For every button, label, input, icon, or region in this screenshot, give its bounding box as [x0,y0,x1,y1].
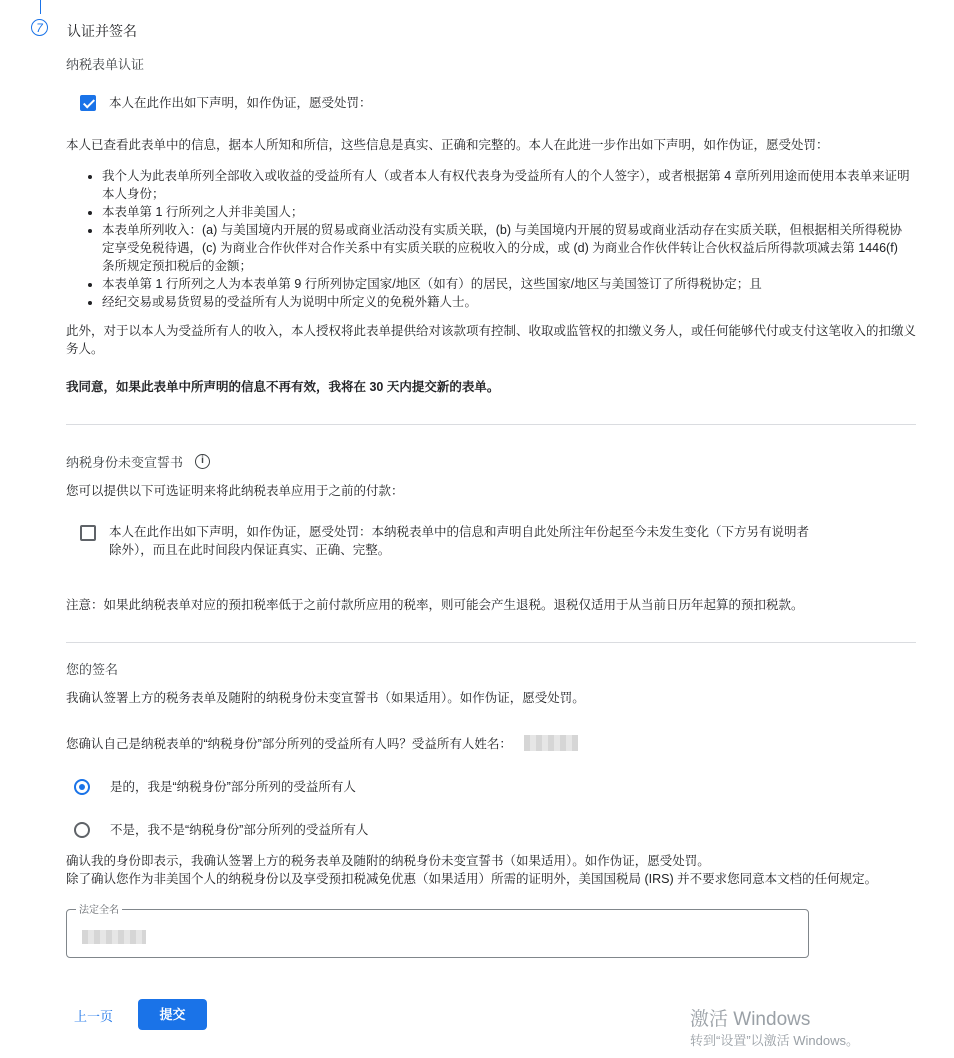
authorization-text: 此外，对于以本人为受益所有人的收入，本人授权将此表单提供给对该款项有控制、收取或监管权的扣缴义务人，或任何能够代付或支付这笔收入的扣缴义务人。 [66,324,917,356]
bullet-item: • 本表单第 1 行所列之人为本表单第 9 行所列协定国家/地区（如有）的居民，这些国家/地区与美国签订了所得税协定；且 [102,275,912,293]
identity-confirm-text: 确认我的身份即表示，我确认签署上方的税务表单及随附的纳税身份未变宣誓书（如果适用）。如作伪证，愿受处罚。 [66,854,710,868]
irs-disclaimer-text: 除了确认您作为非美国个人的纳税身份以及享受预扣税减免优惠（如果适用）所需的证明外，美国国税局 (IRS) 并不要求您同意本文档的任何规定。 [66,872,878,886]
signature-title: 您的签名 [66,662,119,677]
section-divider [66,642,916,643]
submit-button[interactable]: 提交 [138,999,207,1030]
activate-windows-hint: 转到“设置”以激活 Windows。 [690,1033,860,1048]
activate-windows-watermark: 激活 Windows [690,1009,811,1030]
redacted-legal-name [82,930,146,944]
refund-note: 注意：如果此纳税表单对应的预扣税率低于之前付款所应用的税率，则可能会产生退税。退税仅适用于从当前日历年起算的预扣税款。 [66,598,804,612]
certification-checkbox[interactable] [80,95,96,111]
previous-page-button[interactable]: 上一页 [74,1009,114,1024]
certification-bullet-list [82,167,912,311]
bullet-item: • 我个人为此表单所列全部收入或收益的受益所有人（或者本人有权代表身为受益所有人的个人签字），或者根据第 4 章所列用途而使用本表单来证明本人身份； [102,167,912,203]
certification-checkbox-label: 本人在此作出如下声明，如作伪证，愿受处罚： [109,96,372,110]
certification-title: 纳税表单认证 [66,57,145,72]
agreement-text: 我同意，如果此表单中所声明的信息不再有效，我将在 30 天内提交新的表单。 [66,380,500,394]
legal-name-label: 法定全名 [76,901,122,916]
redacted-owner-name [524,735,578,751]
signature-confirm-text: 我确认签署上方的税务表单及随附的纳税身份未变宣誓书（如果适用）。如作伪证，愿受处罚。 [66,691,585,705]
beneficial-owner-question: 您确认自己是纳税表单的“纳税身份”部分所列的受益所有人吗？受益所有人姓名： [66,737,512,751]
no-change-subtitle: 您可以提供以下可选证明来将此纳税表单应用于之前的付款： [66,484,404,498]
step-title: 认证并签名 [67,23,137,39]
radio-yes[interactable] [74,779,90,795]
radio-no-label[interactable]: 不是，我不是“纳税身份”部分所列的受益所有人 [110,823,369,837]
radio-no[interactable] [74,822,90,838]
step-connector-line [40,0,41,14]
no-change-checkbox-label: 本人在此作出如下声明，如作伪证，愿受处罚：本纳税表单中的信息和声明自此处所注年份起至今未发生变化（下方另有说明者除外），而且在此时间段内保证真实、正确、完整。 [109,525,810,557]
info-icon[interactable]: i [195,454,210,469]
bullet-item: • 经纪交易或易货贸易的受益所有人为说明中所定义的免税外籍人士。 [102,293,912,311]
legal-name-input[interactable] [66,909,809,958]
bullet-item: • 本表单第 1 行所列之人并非美国人； [102,203,912,221]
section-divider [66,424,916,425]
bullet-item: • 本表单所列收入：(a) 与美国境内开展的贸易或商业活动没有实质关联，(b) 与美国境内开展的贸易或商业活动存在实质关联，但根据相关所得税协定享受免税待遇，(c) 为商业合作伙伴对合作关系中有实质关联的应税收入的分成，或 (d) 为商业合作伙伴转让合伙权益后所得款项减去第 1446(f) 条所规定预扣税后的金额； [102,221,912,275]
step-number-badge: 7 [31,19,48,36]
radio-yes-label[interactable]: 是的，我是“纳税身份”部分所列的受益所有人 [110,780,356,794]
no-change-checkbox[interactable] [80,525,96,541]
certification-intro: 本人已查看此表单中的信息，据本人所知和所信，这些信息是真实、正确和完整的。本人在此进一步作出如下声明，如作伪证，愿受处罚： [66,138,829,152]
no-change-title: 纳税身份未变宣誓书 [66,455,184,470]
